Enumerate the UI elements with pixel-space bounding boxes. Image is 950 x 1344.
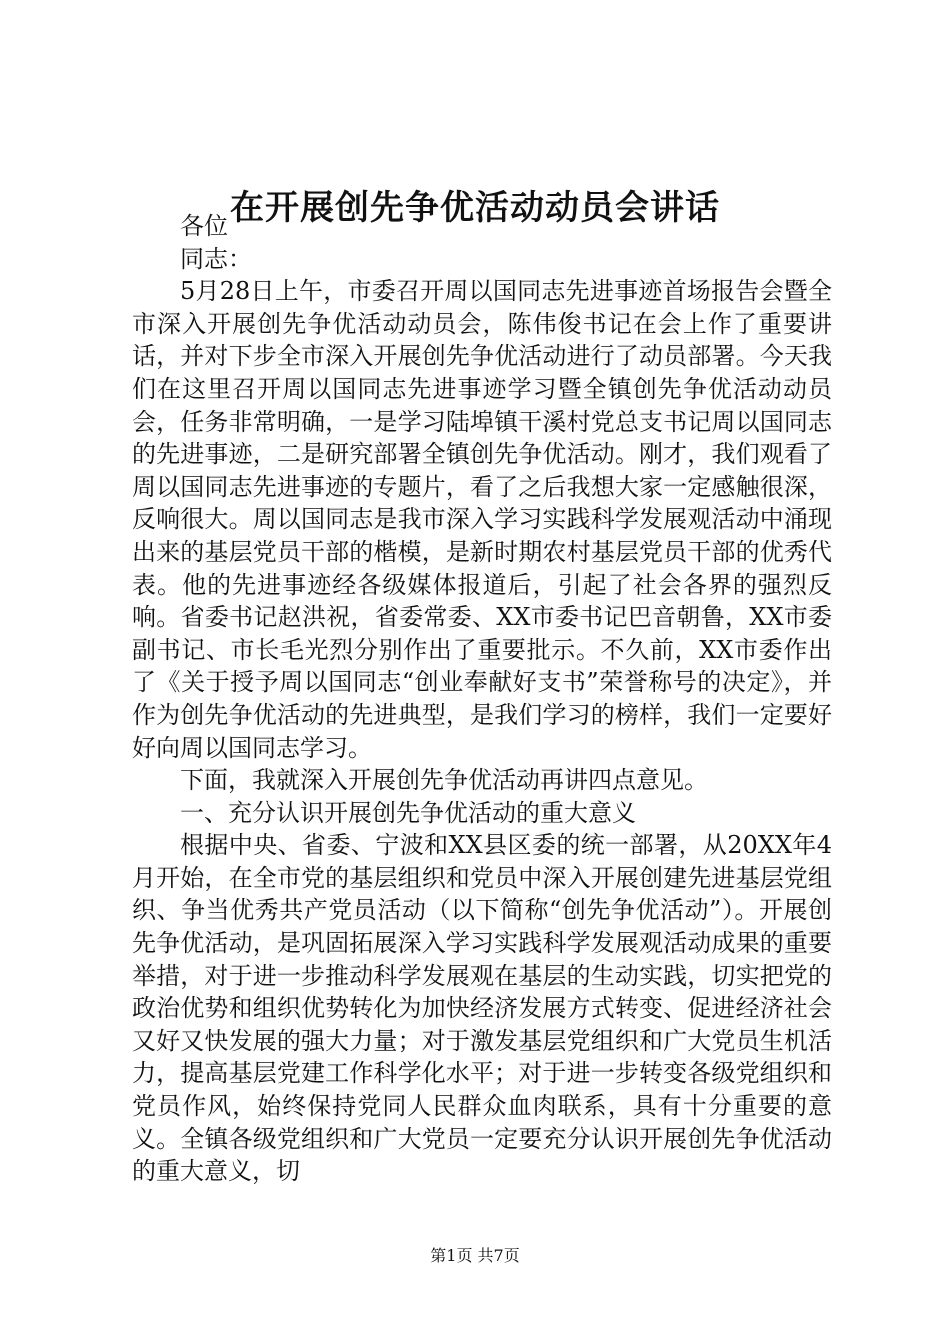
body-paragraph: 根据中央、省委、宁波和XX县区委的统一部署，从20XX年4月开始，在全市党的基层组织和党员中深入开展创建先进基层党组织、争当优秀共产党员活动（以下简称“创先争优活动”）。开展创先争优活动，是巩固拓展深入学习实践科学发展观活动成果的重要举措，对于进一步推动科学发展观在基层的生动实践，切实把党的政治优势和组织优势转化为加快经济发展方式转变、促进经济社会又好又快发展的强大力量；对于激发基层党组织和广大党员生机活力，提高基层党建工作科学化水平；对于进一步转变各级党组织和党员作风，始终保持党同人民群众血肉联系，具有十分重要的意义。全镇各级党组织和广大党员一定要充分认识开展创先争优活动的重大意义，切	[132, 831, 832, 1186]
salutation-line: 各位	[180, 212, 228, 240]
document-body	[132, 210, 832, 1188]
salutation-line: 同志：	[180, 244, 252, 273]
body-paragraph: 下面，我就深入开展创先争优活动再讲四点意见。	[180, 766, 708, 795]
section-heading: 一、充分认识开展创先争优活动的重大意义	[180, 798, 636, 827]
document-title: 在开展创先争优活动动员会讲话	[230, 188, 720, 228]
page-number-footer: 第1页 共7页	[430, 1246, 520, 1265]
body-paragraph: 5月28日上午，市委召开周以国同志先进事迹首场报告会暨全市深入开展创先争优活动动员会，陈伟俊书记在会上作了重要讲话，并对下步全市深入开展创先争优活动进行了动员部署。今天我们在这里召开周以国同志先进事迹学习暨全镇创先争优活动动员会，任务非常明确，一是学习陆埠镇干溪村党总支书记周以国同志的先进事迹，二是研究部署全镇创先争优活动。刚才，我们观看了周以国同志先进事迹的专题片，看了之后我想大家一定感触很深，反响很大。周以国同志是我市深入学习实践科学发展观活动中涌现出来的基层党员干部的楷模，是新时期农村基层党员干部的优秀代表。他的先进事迹经各级媒体报道后，引起了社会各界的强烈反响。省委书记赵洪祝，省委常委、XX市委书记巴音朝鲁，XX市委副书记、市长毛光烈分别作出了重要批示。不久前，XX市委作出了《关于授予周以国同志“创业奉献好支书”荣誉称号的决定》，并作为创先争优活动的先进典型，是我们学习的榜样，我们一定要好好向周以国同志学习。	[132, 277, 832, 762]
